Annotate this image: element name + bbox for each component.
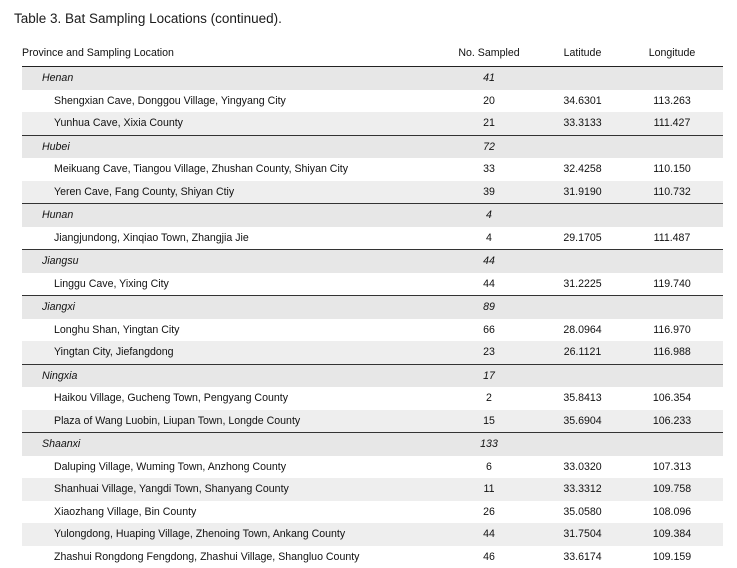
site-longitude: 107.313 xyxy=(621,456,723,479)
site-location: Jiangjundong, Xinqiao Town, Zhangjia Jie xyxy=(22,227,434,250)
site-latitude: 31.9190 xyxy=(544,181,621,204)
province-total: 44 xyxy=(434,250,544,273)
province-latitude-empty xyxy=(544,135,621,158)
site-sampled: 20 xyxy=(434,90,544,113)
table-row xyxy=(22,546,723,568)
province-longitude-empty xyxy=(621,135,723,158)
site-sampled: 66 xyxy=(434,319,544,342)
site-latitude: 33.3133 xyxy=(544,112,621,135)
site-sampled: 44 xyxy=(434,273,544,296)
site-latitude: 35.0580 xyxy=(544,501,621,524)
province-row xyxy=(22,433,723,456)
table-row xyxy=(22,410,723,433)
site-sampled: 26 xyxy=(434,501,544,524)
table-row xyxy=(22,319,723,342)
bat-sampling-table xyxy=(22,40,723,568)
site-longitude: 109.159 xyxy=(621,546,723,568)
site-sampled: 44 xyxy=(434,523,544,546)
province-latitude-empty xyxy=(544,364,621,387)
site-latitude: 32.4258 xyxy=(544,158,621,181)
site-sampled: 11 xyxy=(434,478,544,501)
site-location: Longhu Shan, Yingtan City xyxy=(22,319,434,342)
province-total: 17 xyxy=(434,364,544,387)
site-latitude: 34.6301 xyxy=(544,90,621,113)
site-latitude: 28.0964 xyxy=(544,319,621,342)
site-location: Yunhua Cave, Xixia County xyxy=(22,112,434,135)
table-row xyxy=(22,523,723,546)
site-longitude: 119.740 xyxy=(621,273,723,296)
site-latitude: 35.8413 xyxy=(544,387,621,410)
table-row xyxy=(22,227,723,250)
site-location: Haikou Village, Gucheng Town, Pengyang County xyxy=(22,387,434,410)
province-latitude-empty xyxy=(544,433,621,456)
province-latitude-empty xyxy=(544,296,621,319)
province-total: 41 xyxy=(434,67,544,90)
site-sampled: 39 xyxy=(434,181,544,204)
province-longitude-empty xyxy=(621,296,723,319)
site-location: Yingtan City, Jiefangdong xyxy=(22,341,434,364)
table-header-row xyxy=(22,40,723,67)
province-longitude-empty xyxy=(621,364,723,387)
province-longitude-empty xyxy=(621,433,723,456)
site-longitude: 116.970 xyxy=(621,319,723,342)
site-location: Linggu Cave, Yixing City xyxy=(22,273,434,296)
site-location: Yeren Cave, Fang County, Shiyan Ctiy xyxy=(22,181,434,204)
site-longitude: 106.354 xyxy=(621,387,723,410)
province-total: 4 xyxy=(434,204,544,227)
header-latitude: Latitude xyxy=(544,40,621,67)
site-longitude: 111.427 xyxy=(621,112,723,135)
province-longitude-empty xyxy=(621,204,723,227)
province-row xyxy=(22,67,723,90)
site-latitude: 31.2225 xyxy=(544,273,621,296)
site-longitude: 109.384 xyxy=(621,523,723,546)
site-longitude: 108.096 xyxy=(621,501,723,524)
province-longitude-empty xyxy=(621,250,723,273)
site-location: Yulongdong, Huaping Village, Zhenoing Town, Ankang County xyxy=(22,523,434,546)
table-caption: Table 3. Bat Sampling Locations (continued). xyxy=(14,11,282,26)
site-sampled: 6 xyxy=(434,456,544,479)
site-sampled: 15 xyxy=(434,410,544,433)
site-location: Shanhuai Village, Yangdi Town, Shanyang County xyxy=(22,478,434,501)
site-longitude: 111.487 xyxy=(621,227,723,250)
province-row xyxy=(22,250,723,273)
site-longitude: 116.988 xyxy=(621,341,723,364)
site-longitude: 113.263 xyxy=(621,90,723,113)
site-latitude: 31.7504 xyxy=(544,523,621,546)
site-location: Xiaozhang Village, Bin County xyxy=(22,501,434,524)
province-row xyxy=(22,364,723,387)
site-longitude: 106.233 xyxy=(621,410,723,433)
province-latitude-empty xyxy=(544,250,621,273)
site-sampled: 4 xyxy=(434,227,544,250)
province-name: Jiangsu xyxy=(22,250,434,273)
province-name: Jiangxi xyxy=(22,296,434,319)
table-row xyxy=(22,158,723,181)
header-sampled: No. Sampled xyxy=(434,40,544,67)
table-row xyxy=(22,341,723,364)
site-sampled: 23 xyxy=(434,341,544,364)
province-latitude-empty xyxy=(544,67,621,90)
province-row xyxy=(22,204,723,227)
province-total: 72 xyxy=(434,135,544,158)
site-latitude: 35.6904 xyxy=(544,410,621,433)
site-longitude: 109.758 xyxy=(621,478,723,501)
table-row xyxy=(22,478,723,501)
table-row xyxy=(22,112,723,135)
site-latitude: 33.6174 xyxy=(544,546,621,568)
province-name: Hubei xyxy=(22,135,434,158)
province-name: Henan xyxy=(22,67,434,90)
site-sampled: 46 xyxy=(434,546,544,568)
site-location: Shengxian Cave, Donggou Village, Yingyang City xyxy=(22,90,434,113)
site-location: Meikuang Cave, Tiangou Village, Zhushan County, Shiyan City xyxy=(22,158,434,181)
table-row xyxy=(22,181,723,204)
site-latitude: 33.0320 xyxy=(544,456,621,479)
province-name: Shaanxi xyxy=(22,433,434,456)
province-longitude-empty xyxy=(621,67,723,90)
province-row xyxy=(22,135,723,158)
site-location: Zhashui Rongdong Fengdong, Zhashui Village, Shangluo County xyxy=(22,546,434,568)
site-location: Daluping Village, Wuming Town, Anzhong County xyxy=(22,456,434,479)
table-row xyxy=(22,90,723,113)
site-latitude: 26.1121 xyxy=(544,341,621,364)
site-longitude: 110.732 xyxy=(621,181,723,204)
site-location: Plaza of Wang Luobin, Liupan Town, Longde County xyxy=(22,410,434,433)
table-row xyxy=(22,456,723,479)
province-total: 133 xyxy=(434,433,544,456)
site-longitude: 110.150 xyxy=(621,158,723,181)
table-body xyxy=(22,67,723,568)
table-row xyxy=(22,273,723,296)
province-name: Hunan xyxy=(22,204,434,227)
table-row xyxy=(22,387,723,410)
site-sampled: 2 xyxy=(434,387,544,410)
province-name: Ningxia xyxy=(22,364,434,387)
table-row xyxy=(22,501,723,524)
site-sampled: 33 xyxy=(434,158,544,181)
header-longitude: Longitude xyxy=(621,40,723,67)
site-sampled: 21 xyxy=(434,112,544,135)
province-latitude-empty xyxy=(544,204,621,227)
header-location: Province and Sampling Location xyxy=(22,40,434,67)
province-total: 89 xyxy=(434,296,544,319)
site-latitude: 29.1705 xyxy=(544,227,621,250)
province-row xyxy=(22,296,723,319)
site-latitude: 33.3312 xyxy=(544,478,621,501)
